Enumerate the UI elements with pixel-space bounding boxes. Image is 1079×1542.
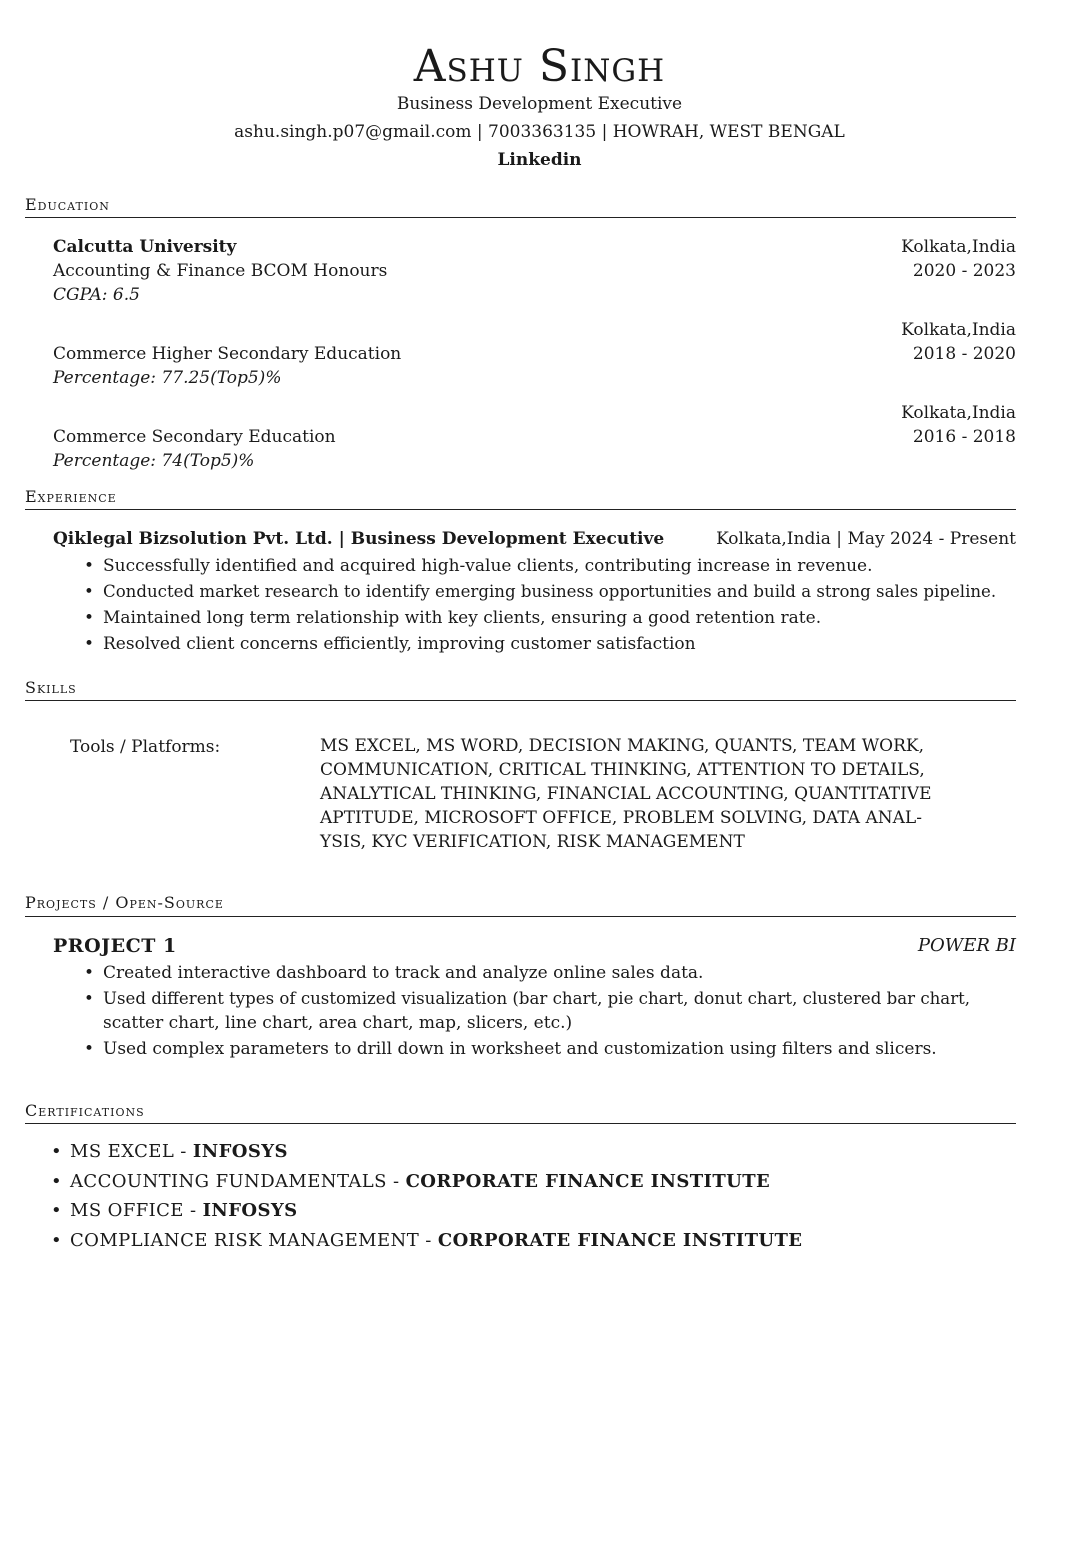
edu-score: Percentage: 77.25(Top5)% — [53, 368, 282, 388]
exp-bullet: • Maintained long term relationship with key clients, ensuring a good retention rate. — [103, 607, 821, 629]
project-bullet: • Used complex parameters to drill down in worksheet and customization using filters and slicers. — [103, 1038, 937, 1060]
candidate-name: Ashu Singh — [413, 41, 666, 92]
edu-dates: 2020 - 2023 — [912, 261, 1016, 281]
projects-heading: Projects / Open-Source — [25, 893, 224, 912]
skills-rule — [25, 700, 1016, 701]
certifications-rule — [25, 1123, 1016, 1124]
exp-meta: Kolkata,India | May 2024 - Present — [716, 529, 1016, 549]
skills-line: APTITUDE, MICROSOFT OFFICE, PROBLEM SOLVING, DATA ANAL- — [320, 808, 922, 828]
cert-name: COMPLIANCE RISK MANAGEMENT - — [70, 1230, 438, 1251]
job-title: Business Development Executive — [396, 94, 683, 114]
projects-rule — [25, 916, 1016, 917]
skills-heading: Skills — [25, 678, 77, 697]
cert-issuer: CORPORATE FINANCE INSTITUTE — [437, 1230, 803, 1251]
exp-bullet: • Successfully identified and acquired high-value clients, contributing increase in revenue. — [103, 555, 873, 577]
cert-item — [70, 1229, 802, 1253]
edu-institution: Calcutta University — [53, 237, 237, 257]
skills-line: ANALYTICAL THINKING, FINANCIAL ACCOUNTING, QUANTITATIVE — [320, 784, 932, 804]
education-rule — [25, 217, 1016, 218]
edu-score: Percentage: 74(Top5)% — [53, 451, 255, 471]
edu-location: Kolkata,India — [901, 403, 1016, 423]
cert-issuer: CORPORATE FINANCE INSTITUTE — [405, 1171, 771, 1192]
linkedin-link[interactable] — [0, 149, 1079, 171]
cert-name: MS EXCEL - — [70, 1141, 193, 1162]
edu-degree: Accounting & Finance BCOM Honours — [53, 261, 388, 281]
skills-line: YSIS, KYC VERIFICATION, RISK MANAGEMENT — [320, 832, 745, 852]
skills-line: COMMUNICATION, CRITICAL THINKING, ATTENTION TO DETAILS, — [320, 760, 925, 780]
skills-label: Tools / Platforms: — [70, 737, 221, 757]
project-bullet: • Created interactive dashboard to track and analyze online sales data. — [103, 962, 703, 984]
skills-line: MS EXCEL, MS WORD, DECISION MAKING, QUANTS, TEAM WORK, — [320, 736, 925, 756]
cert-issuer: INFOSYS — [202, 1200, 298, 1221]
edu-score: CGPA: 6.5 — [53, 285, 140, 305]
edu-degree: Commerce Higher Secondary Education — [53, 344, 402, 364]
project-bullet-continuation: scatter chart, line chart, area chart, map, slicers, etc.) — [103, 1013, 573, 1033]
linkedin-link-text[interactable]: Linkedin — [497, 150, 582, 170]
edu-dates: 2018 - 2020 — [912, 344, 1016, 364]
edu-dates: 2016 - 2018 — [912, 427, 1016, 447]
exp-bullet: • Conducted market research to identify emerging business opportunities and build a strong sales pipeline. — [103, 581, 996, 603]
cert-item — [70, 1140, 288, 1164]
edu-location: Kolkata,India — [901, 320, 1016, 340]
experience-rule — [25, 509, 1016, 510]
edu-location: Kolkata,India — [901, 237, 1016, 257]
education-heading: Education — [25, 195, 110, 214]
experience-heading: Experience — [25, 487, 117, 506]
exp-company-role: Qiklegal Bizsolution Pvt. Ltd. | Business Development Executive — [53, 529, 665, 549]
project-bullet: • Used different types of customized visualization (bar chart, pie chart, donut chart, clustered bar chart, — [103, 988, 970, 1010]
cert-issuer: INFOSYS — [192, 1141, 288, 1162]
certifications-heading: Certifications — [25, 1101, 145, 1120]
project-tool: POWER BI — [917, 935, 1016, 956]
cert-item — [70, 1170, 770, 1194]
edu-degree: Commerce Secondary Education — [53, 427, 336, 447]
cert-item — [70, 1199, 298, 1223]
cert-name: MS OFFICE - — [70, 1200, 203, 1221]
cert-name: ACCOUNTING FUNDAMENTALS - — [70, 1171, 406, 1192]
contact-line: ashu.singh.p07@gmail.com | 7003363135 | HOWRAH, WEST BENGAL — [234, 122, 845, 142]
exp-bullet: • Resolved client concerns efficiently, improving customer satisfaction — [103, 633, 696, 655]
project-title: PROJECT 1 — [53, 935, 177, 957]
